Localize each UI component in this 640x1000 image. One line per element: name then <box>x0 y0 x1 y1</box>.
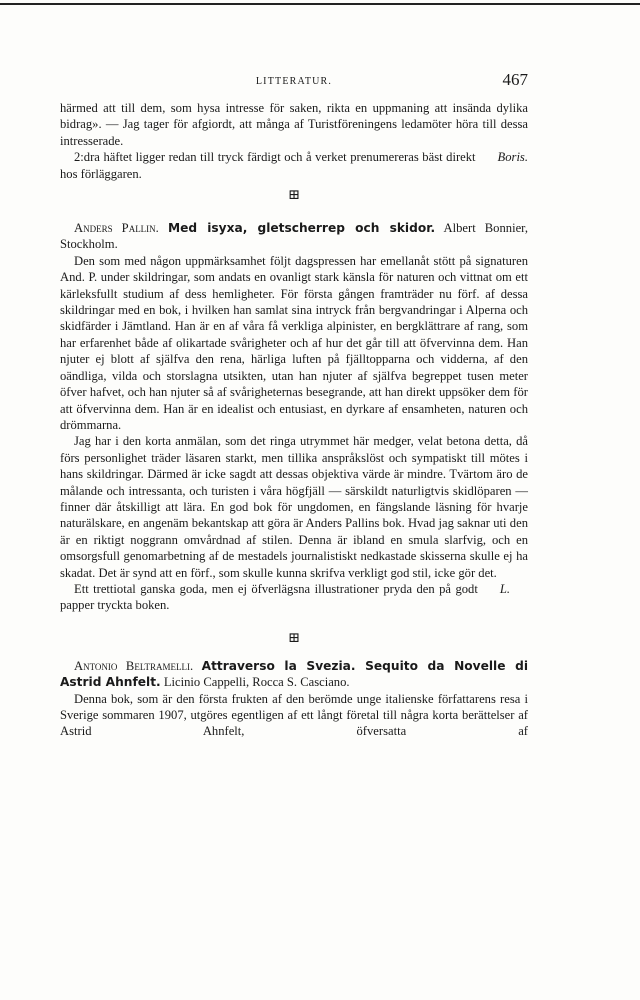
review1-paragraph-3 <box>60 581 528 614</box>
review2-paragraph-1: Denna bok, som är den första frukten af den berömde unge italienske författarens resa i Sverige sommaren 1907, utgöres egentligen af ett långt företal till några korta berättelser af Astrid Ahnfelt, öfversatta af <box>60 691 528 739</box>
subscription-text: 2:dra häftet ligger redan till tryck färdigt och å verket prenumereras bäst direkt hos förläggaren. <box>60 150 476 181</box>
top-rule <box>0 3 640 5</box>
running-head: LITTERATUR. <box>255 76 333 87</box>
review2-author: Antonio Beltramelli. <box>74 658 194 673</box>
review1-heading <box>60 220 528 253</box>
review1-title: Med isyxa, gletscherrep och skidor. <box>167 221 436 236</box>
signature-l: L. <box>499 581 510 596</box>
ornament-divider-1 <box>60 182 528 220</box>
review1-paragraph-3-text: Ett trettiotal ganska goda, men ej öfverlägsna illustrationer pryda den på godt papper tryckta boken. <box>60 581 478 613</box>
review1-paragraph-2: Jag har i den korta anmälan, som det ringa utrymmet här medger, velat betona detta, då förs personlighet träder läsaren starkt, men tillika anspråkslöst och sympatiskt till mötes i hans skildringar. Därmed är icke sagdt att dessas objektiva värde är mindre. Tvärtom äro de målande och intressanta, och turisten i våra högfjäll — särskildt naturligtvis skidlöparen — finner där åtskilligt att lära. En god bok för ungdomen, en fängslande läsning för hvarje naturälskare, en angenäm bekantskap att göra är Anders Pallins bok. Hvad jag saknar uti den är en riktigt noggrann omvårdnad af stilen. Denna är ibland en smula slarfvig, och en omsorgsfull genomarbetning af de mestadels journalistiskt nedkastade skisserna skulle ej ha skadat. Det är synd att en förf., som skulle kunna skrifva verkligt god stil, icke gör det. <box>60 434 528 580</box>
review2-heading <box>60 658 528 691</box>
page-number: 467 <box>502 70 528 89</box>
page <box>60 70 528 740</box>
ornament-divider-2 <box>60 614 528 658</box>
signature-boris: Boris. <box>497 150 528 165</box>
ornament-icon: ⊞ <box>288 630 300 646</box>
review2-title: Attraverso la Svezia. Sequito da Novelle di Astrid Ahnfelt. <box>60 658 528 690</box>
page-header <box>60 70 528 100</box>
review1-publisher: Albert Bonnier, Stockholm. <box>60 221 528 252</box>
continued-paragraph: härmed att till dem, som hysa intresse för saken, rikta en uppmaning att insända dylika bidrag». — Jag tager för afgiordt, att många af Turistföreningens ledamöter höra till dessa intresserade. <box>60 101 528 148</box>
review1-paragraph-1: Den som med någon uppmärksamhet följt dagspressen har emellanåt stött på signaturen And. P. under skildringar, som andats en ovanligt stark känsla för naturen och vittnat om ett kärleksfullt studium af dess hemligheter. För första gången framträder nu förf. af dessa skildringar med en bok, i hvilken han samlat sina intryck från bergvandringar i Alperna och skidfärder i Jämtland. Han är en af våra få verkliga alpinister, en bergklättrare af rang, som har erfarenhet både af olikartade svårigheter och af hur det går till att öfvervinna dem. Han njuter ej blott af själfva den rena, härliga luften på fjälltopparna och vidderna, af den oändliga, vilda och storslagna utsikten, utan han njuter af själfva begreppet tusen meter öfver hafvet, och han njuter så af svårigheternas besegrande, att han direkt uppsöker dem för att öfvervinna dem. Han är en idealist och entusiast, en dyrkare af ensamheten, naturen och drömmarna. <box>60 253 528 432</box>
review1-author: Anders Pallin. <box>74 221 159 236</box>
subscription-paragraph <box>60 149 528 182</box>
ornament-icon: ⊞ <box>288 188 300 204</box>
review2-publisher: Licinio Cappelli, Rocca S. Casciano. <box>163 675 350 690</box>
